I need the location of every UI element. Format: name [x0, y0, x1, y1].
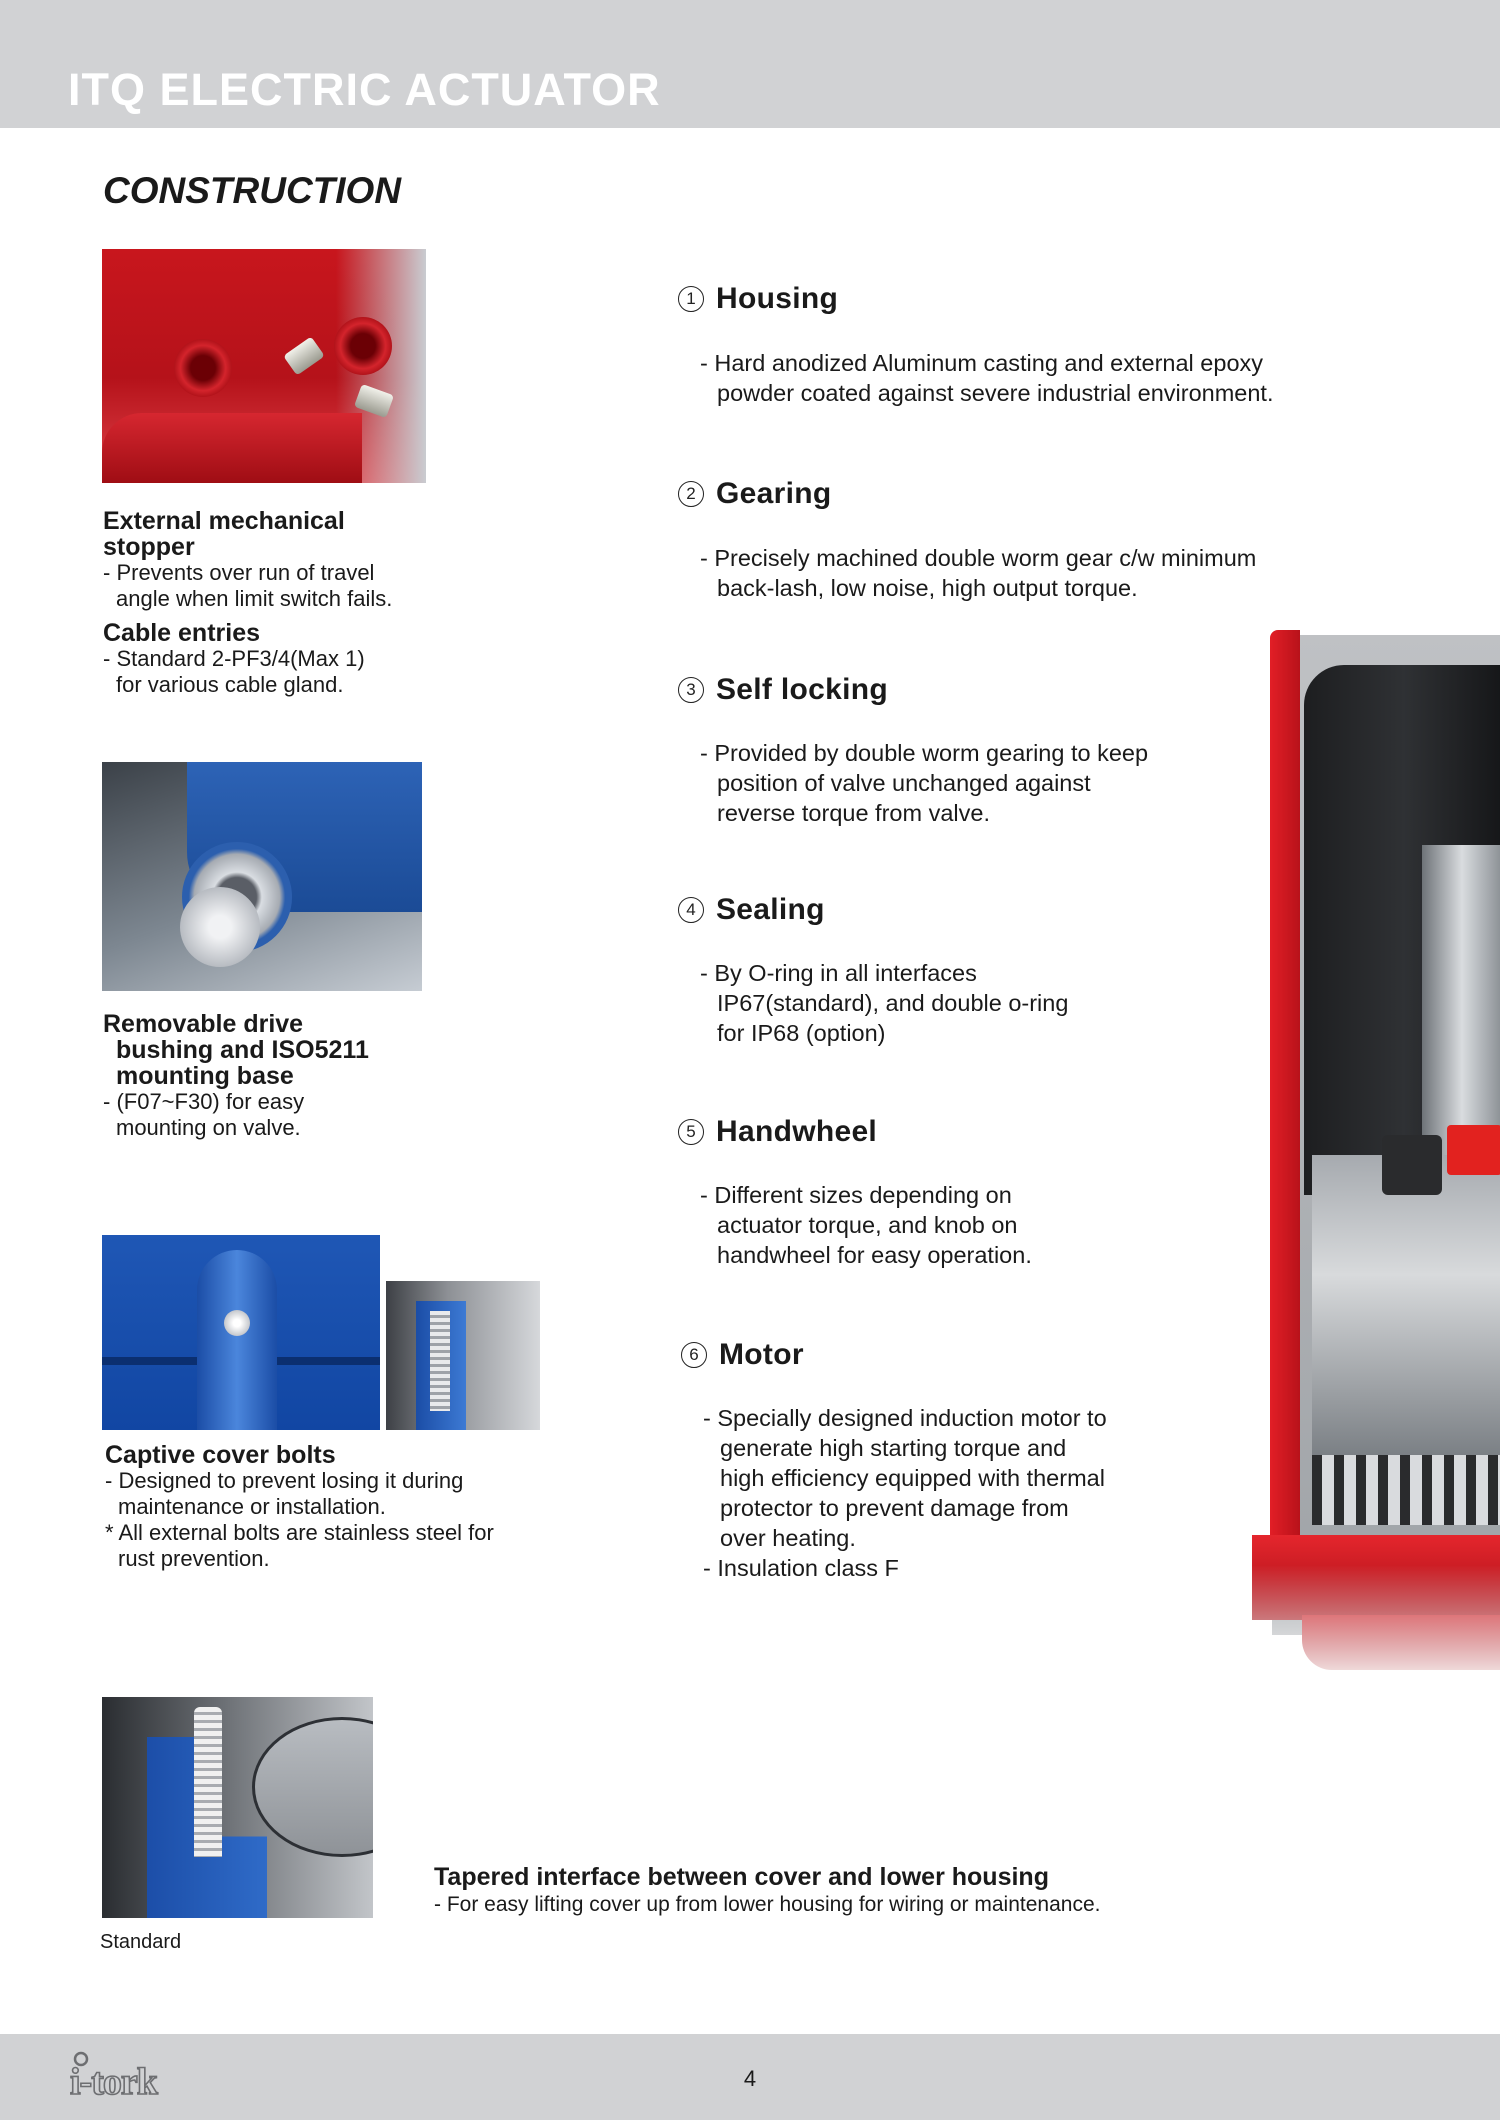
feature-desc-self-locking — [700, 738, 1148, 828]
bushing-title-line3: mounting base — [116, 1062, 294, 1090]
feature-desc-line: protector to prevent damage from — [720, 1495, 1069, 1521]
feature-number-6: 6 — [681, 1342, 707, 1368]
bushing-caption — [103, 1011, 369, 1141]
feature-desc-sealing — [700, 958, 1068, 1048]
cable-title: Cable entries — [103, 619, 261, 647]
bolts-desc-line1: - Designed to prevent losing it during — [105, 1468, 464, 1493]
feature-desc-line: powder coated against severe industrial environment. — [717, 380, 1274, 406]
bolts-caption — [105, 1442, 494, 1572]
bushing-desc-line2: mounting on valve. — [116, 1115, 301, 1140]
bushing-title-line2: bushing and ISO5211 — [116, 1036, 369, 1064]
feature-desc-gearing — [700, 543, 1256, 603]
feature-desc-line: reverse torque from valve. — [717, 800, 990, 826]
stopper-desc-line1: - Prevents over run of travel — [103, 560, 375, 585]
bushing-desc-line1: - (F07~F30) for easy — [103, 1089, 305, 1114]
cable-desc-line2: for various cable gland. — [116, 672, 344, 697]
feature-sealing — [678, 893, 825, 927]
tapered-desc: - For easy lifting cover up from lower housing for wiring or maintenance. — [434, 1893, 1101, 1916]
feature-desc-line: back-lash, low noise, high output torque. — [717, 575, 1138, 601]
tapered-interface-photo — [102, 1697, 373, 1918]
feature-motor — [681, 1338, 804, 1372]
feature-number-3: 3 — [678, 677, 704, 703]
feature-desc-line: generate high starting torque and — [720, 1435, 1067, 1461]
bolts-desc-line2: maintenance or installation. — [118, 1494, 386, 1519]
feature-title-self-locking: Self locking — [716, 673, 888, 706]
feature-title-motor: Motor — [719, 1338, 804, 1371]
feature-number-5: 5 — [678, 1119, 704, 1145]
stopper-desc-line2: angle when limit switch fails. — [116, 586, 393, 611]
bolts-title: Captive cover bolts — [105, 1441, 336, 1469]
feature-title-sealing: Sealing — [716, 893, 825, 926]
feature-desc-line: for IP68 (option) — [717, 1020, 886, 1046]
feature-desc-line: - Provided by double worm gearing to keep — [700, 740, 1149, 766]
feature-desc-handwheel — [700, 1180, 1032, 1270]
feature-self-locking — [678, 673, 888, 707]
feature-desc-line: IP67(standard), and double o-ring — [717, 990, 1069, 1016]
bushing-title-line1: Removable drive — [103, 1010, 304, 1038]
feature-desc-housing — [700, 348, 1273, 408]
cable-caption — [103, 620, 365, 698]
feature-number-1: 1 — [678, 286, 704, 312]
feature-desc-line: - Precisely machined double worm gear c/w minimum — [700, 545, 1257, 571]
cable-desc-line1: - Standard 2-PF3/4(Max 1) — [103, 646, 365, 671]
feature-desc-line: over heating. — [720, 1525, 856, 1551]
standard-label: Standard — [100, 1931, 182, 1953]
feature-desc-line: - Different sizes depending on — [700, 1182, 1012, 1208]
cover-bolt-section-photo — [386, 1281, 540, 1430]
itork-logo — [68, 2050, 218, 2104]
feature-housing — [678, 282, 838, 316]
feature-desc-line: actuator torque, and knob on — [717, 1212, 1018, 1238]
feature-title-housing: Housing — [716, 282, 839, 315]
tapered-title: Tapered interface between cover and lower housing — [434, 1863, 1049, 1891]
feature-gearing — [678, 477, 831, 511]
feature-desc-line: handwheel for easy operation. — [717, 1242, 1032, 1268]
feature-number-2: 2 — [678, 481, 704, 507]
feature-title-gearing: Gearing — [716, 477, 832, 510]
tapered-interface-caption — [434, 1862, 1100, 1918]
feature-desc-motor — [703, 1403, 1107, 1583]
feature-number-4: 4 — [678, 897, 704, 923]
feature-desc-line: - Insulation class F — [703, 1555, 899, 1581]
feature-desc-line: high efficiency equipped with thermal — [720, 1465, 1105, 1491]
bolts-desc-line4: rust prevention. — [118, 1546, 270, 1571]
feature-desc-line: - Hard anodized Aluminum casting and external epoxy — [700, 350, 1264, 376]
logo-text: i-tork — [70, 2061, 157, 2103]
page-number: 4 — [743, 2066, 757, 2091]
feature-desc-line: - By O-ring in all interfaces — [700, 960, 977, 986]
stopper-photo — [102, 249, 426, 483]
stopper-title-line1: External mechanical — [103, 507, 345, 535]
stopper-caption — [103, 508, 392, 612]
section-title: CONSTRUCTION — [103, 170, 402, 211]
header-band — [0, 0, 1500, 128]
document-title: ITQ ELECTRIC ACTUATOR — [68, 64, 661, 115]
feature-title-handwheel: Handwheel — [716, 1115, 878, 1148]
feature-desc-line: position of valve unchanged against — [717, 770, 1091, 796]
bolts-desc-line3: * All external bolts are stainless steel for — [105, 1520, 494, 1545]
cover-bolt-photo — [102, 1235, 380, 1430]
feature-handwheel — [678, 1115, 877, 1149]
feature-desc-line: - Specially designed induction motor to — [703, 1405, 1107, 1431]
actuator-cutaway-image — [1232, 605, 1500, 1690]
bushing-photo — [102, 762, 422, 991]
stopper-title-line2: stopper — [103, 533, 195, 561]
